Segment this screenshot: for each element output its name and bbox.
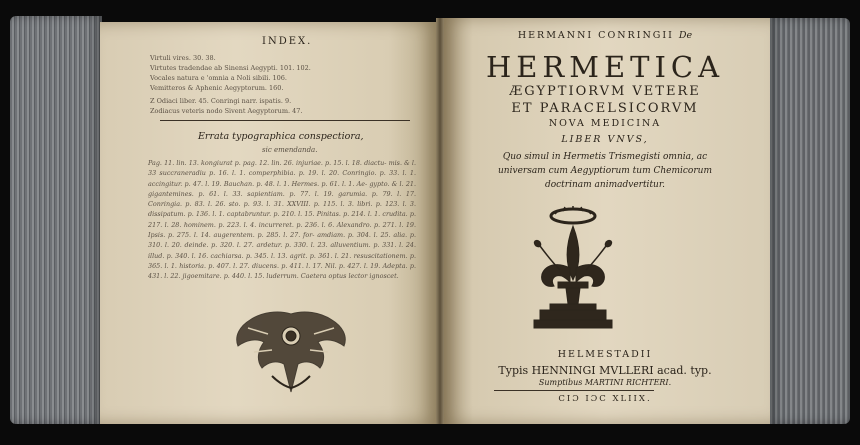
place-of-printing: HELMESTADII <box>557 349 653 360</box>
index-heading: INDEX. <box>262 36 313 47</box>
title-line-4: NOVA MEDICINA <box>548 118 662 129</box>
errata-title: Errata typographica conspectiora, <box>198 131 364 142</box>
index-line: Vocales natura e 'omnia a Noli sibili. 106. <box>150 74 287 82</box>
left-page-edges <box>10 16 102 424</box>
index-line: Virtutes tradendae ab Sinensi Aegypti. 101. 102. <box>150 64 311 72</box>
subtitle-line: universam cum Aegyptiorum tum Chemicorum <box>498 166 712 176</box>
title-line-3: ET PARACELSICORVM <box>511 101 699 116</box>
title-line-2: ÆGYPTIORVM VETERE <box>509 84 701 99</box>
errata-body: Pag. 11. lin. 13. kongiurat p. pag. 12. lin. 26. injuriae. p. 15. l. 18. diactu- mis. & l. 33 succraneradiu p. 16. l. 1. comperphibia. p. 19. l. 20. Conringio. p. 33. l. 1. accingitur. p. 47. l. 19. Bauchan. p. 48. l. 1. Hermes. p. 61. l. 1. Ae- gypto. & l. 21. gigantemines. p. 61. l. 33. sapientiam. p. 77. l. 19. garumia. p. 79. l. 17. Conringia. p. 83. l. 26. sto. p. 93. l. 31. XXVIII. p. 115. l. 3. libri. p. 123. l. 3. dissipatum. p. 136. l. 1. captabruntur. p. 210. l. 15. Pinitas. p. 214. l. 1. crudita. p. 217. l. 28. hominem. p. 223. l. 4. incurreret. p. 236. l. 6. Alexandro. p. 271. l. 19. Ipsis. p. 275. l. 14. augerentem. p. 285. l. 27. for- amdiam. p. 304. l. 25. alia. p. 310. l. 20. deinde. p. 320. l. 27. ardetur. p. 330. l. 23. alluventium. p. 331. l. 24. illud. p. 340. l. 16. cachiarsa. p. 345. l. 13. agrit. p. 361. l. 21. resuscitationem. p. 365. l. 1. historia. p. 407. l. 27. diucens. p. 411. l. 17. Nil. p. 427. l. 19. Adepta. p. 431. l. 22. jigoemitare. p. 440. l. 15. luderrum. Caetera optus lector ignoscet. <box>148 159 416 281</box>
errata-subtitle: sic emendanda. <box>262 146 318 154</box>
imprint-rule <box>494 390 654 391</box>
printers-device-fleur-de-lis <box>528 206 618 332</box>
woodcut-ornament <box>228 306 354 398</box>
errata-rule <box>160 120 410 121</box>
subtitle-line: doctrinam animadvertitur. <box>544 180 666 190</box>
index-line: Z Odiaci liber. 45. Conringi narr. ispatis. 9. <box>150 97 292 105</box>
subtitle-line: Quo simul in Hermetis Trismegisti omnia, ac <box>502 152 708 162</box>
publication-year: CIƆ IƆC XLIIX. <box>558 394 652 404</box>
author-name <box>446 30 764 41</box>
book-title: HERMETICA <box>485 50 725 84</box>
preposition-de: De <box>678 30 693 41</box>
liber-line: LIBER VNVS, <box>561 134 649 145</box>
publisher-line: Sumptibus MARTINI RICHTERI. <box>538 378 672 387</box>
right-page-edges <box>768 18 850 424</box>
author-text: HERMANNI CONRINGII <box>517 30 674 41</box>
index-line: Zodiacus veteris nodo Sivent Aegyptorum. 47. <box>150 107 303 115</box>
index-line: Virtuli vires. 30. 38. <box>150 54 216 62</box>
book-gutter <box>436 18 444 424</box>
printer-line: Typis HENNINGI MVLLERI acad. typ. <box>498 364 712 377</box>
index-line: Vemitteros & Aphenic Aegyptorum. 160. <box>150 84 284 92</box>
